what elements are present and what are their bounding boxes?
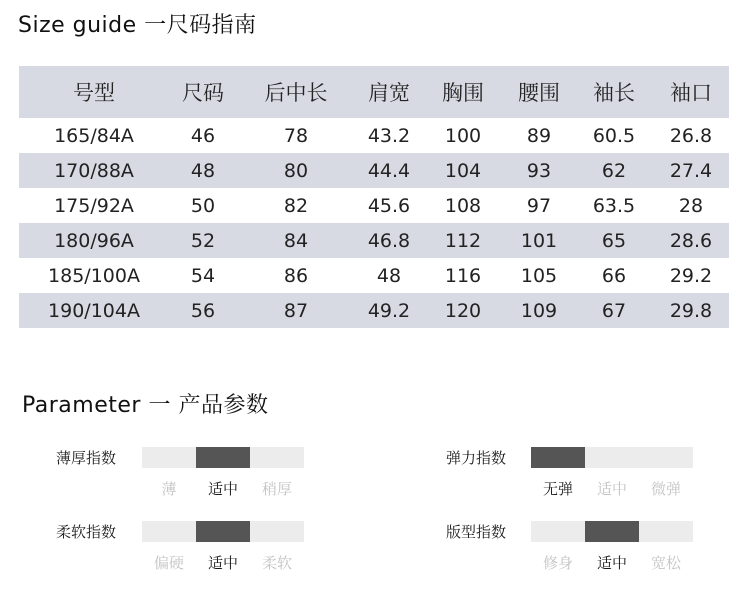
table-cell: 46 — [190, 124, 216, 147]
table-cell: 50 — [190, 194, 216, 217]
size-table — [19, 66, 729, 328]
table-cell: 66 — [601, 264, 627, 287]
scale-segment — [250, 447, 304, 468]
table-cell: 120 — [444, 299, 482, 322]
option-label: 适中 — [207, 480, 238, 498]
table-header-row — [19, 66, 729, 118]
table-cell: 104 — [444, 159, 482, 182]
option-label: 薄 — [161, 480, 177, 498]
header-cell: 尺码 — [182, 81, 224, 105]
table-cell: 84 — [283, 229, 309, 252]
table-cell: 45.6 — [367, 194, 411, 217]
table-cell: 97 — [526, 194, 552, 217]
option-label: 稍厚 — [261, 480, 292, 498]
fit-label: 版型指数 — [446, 523, 507, 541]
table-row — [19, 188, 729, 223]
option-label: 宽松 — [650, 554, 681, 572]
table-cell: 49.2 — [367, 299, 411, 322]
table-cell: 29.8 — [669, 299, 713, 322]
table-cell: 28.6 — [669, 229, 713, 252]
scale-segment — [142, 521, 196, 542]
table-cell: 89 — [526, 124, 552, 147]
header-cell: 袖口 — [670, 81, 712, 105]
table-cell: 116 — [444, 264, 482, 287]
table-cell: 108 — [444, 194, 482, 217]
table-cell: 93 — [526, 159, 552, 182]
softness-options — [142, 552, 304, 573]
table-cell: 52 — [190, 229, 216, 252]
header-cell: 后中长 — [264, 81, 328, 105]
table-cell: 46.8 — [367, 229, 411, 252]
table-cell: 100 — [444, 124, 482, 147]
table-cell: 54 — [190, 264, 216, 287]
scale-segment — [196, 447, 250, 468]
scale-segment — [531, 521, 585, 542]
option-label: 适中 — [596, 554, 627, 572]
thickness-options — [142, 478, 304, 499]
table-cell: 63.5 — [592, 194, 636, 217]
fit-scale — [531, 521, 693, 542]
table-cell: 65 — [601, 229, 627, 252]
elasticity-options — [531, 478, 693, 499]
table-cell: 101 — [520, 229, 558, 252]
table-cell: 190/104A — [48, 299, 140, 322]
option-label: 适中 — [596, 480, 627, 498]
header-cell: 腰围 — [518, 81, 560, 105]
thickness-label: 薄厚指数 — [56, 449, 117, 467]
table-cell: 44.4 — [367, 159, 411, 182]
table-cell: 87 — [283, 299, 309, 322]
softness-scale — [142, 521, 304, 542]
table-cell: 43.2 — [367, 124, 411, 147]
header-cell: 袖长 — [593, 81, 635, 105]
table-cell: 48 — [376, 264, 402, 287]
table-row — [19, 293, 729, 328]
table-row — [19, 223, 729, 258]
scale-segment — [639, 447, 693, 468]
option-label: 适中 — [207, 554, 238, 572]
table-cell: 86 — [283, 264, 309, 287]
table-cell: 112 — [444, 229, 482, 252]
table-cell: 60.5 — [592, 124, 636, 147]
option-label: 柔软 — [261, 554, 292, 572]
header-cell: 号型 — [73, 81, 115, 105]
table-row — [19, 258, 729, 293]
fit-options — [531, 552, 693, 573]
scale-segment — [585, 447, 639, 468]
scale-segment — [639, 521, 693, 542]
table-cell: 80 — [283, 159, 309, 182]
table-cell: 185/100A — [48, 264, 140, 287]
elasticity-label: 弹力指数 — [446, 449, 507, 467]
table-row — [19, 153, 729, 188]
table-cell: 26.8 — [669, 124, 713, 147]
table-cell: 27.4 — [669, 159, 713, 182]
size-guide-title: Size guide 一尺码指南 — [18, 13, 257, 38]
table-cell: 62 — [601, 159, 627, 182]
table-cell: 28 — [678, 194, 704, 217]
option-label: 微弹 — [650, 480, 681, 498]
table-cell: 67 — [601, 299, 627, 322]
option-label: 偏硬 — [153, 554, 184, 572]
scale-segment — [196, 521, 250, 542]
header-cell: 肩宽 — [368, 81, 410, 105]
option-label: 无弹 — [542, 480, 573, 498]
table-cell: 109 — [520, 299, 558, 322]
table-cell: 82 — [283, 194, 309, 217]
scale-segment — [250, 521, 304, 542]
table-cell: 105 — [520, 264, 558, 287]
scale-segment — [585, 521, 639, 542]
option-label: 修身 — [542, 554, 573, 572]
table-cell: 29.2 — [669, 264, 713, 287]
table-cell: 175/92A — [54, 194, 134, 217]
table-cell: 170/88A — [54, 159, 134, 182]
table-row — [19, 118, 729, 153]
elasticity-scale — [531, 447, 693, 468]
parameter-title: Parameter 一 产品参数 — [22, 393, 269, 418]
scale-segment — [142, 447, 196, 468]
table-cell: 56 — [190, 299, 216, 322]
header-cell: 胸围 — [442, 81, 484, 105]
table-cell: 165/84A — [54, 124, 134, 147]
table-cell: 48 — [190, 159, 216, 182]
table-cell: 78 — [283, 124, 309, 147]
scale-segment — [531, 447, 585, 468]
thickness-scale — [142, 447, 304, 468]
table-cell: 180/96A — [54, 229, 134, 252]
softness-label: 柔软指数 — [56, 523, 117, 541]
